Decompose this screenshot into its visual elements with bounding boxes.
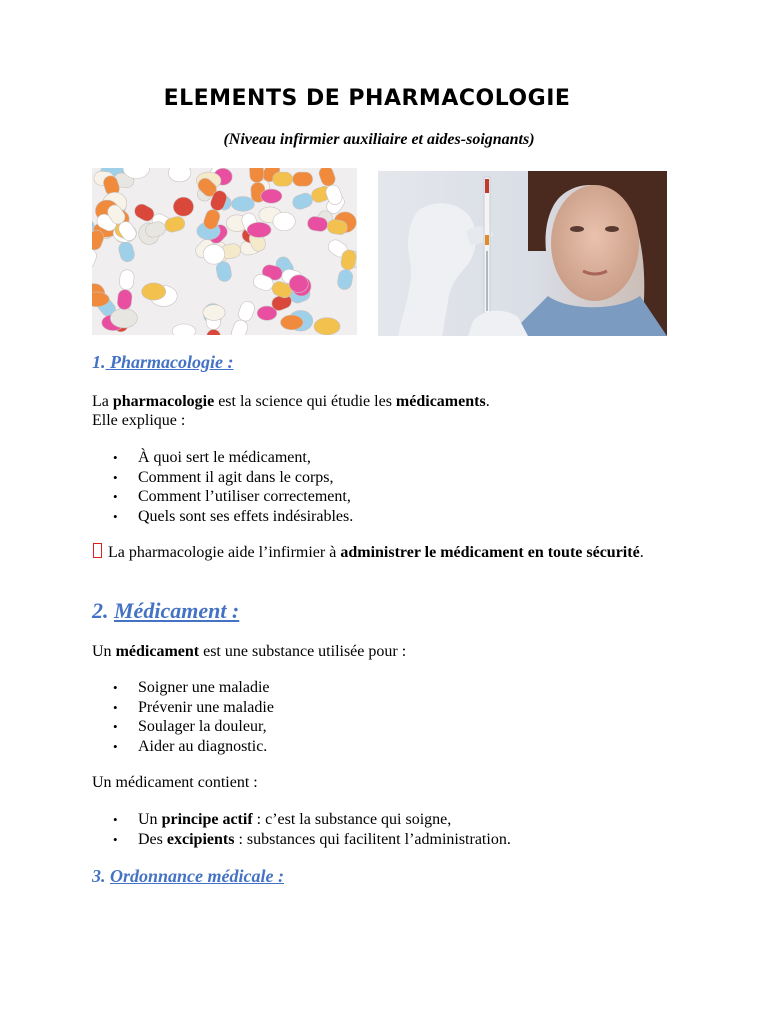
- text-run: Un: [92, 643, 116, 660]
- bold-term-excipients: excipients: [166, 830, 235, 848]
- text-run: : substances qui facilitent l’administration.: [234, 830, 511, 848]
- tablet-shape: [281, 315, 303, 330]
- section-number: 2.: [92, 598, 109, 623]
- text-run: est la science qui étudie les: [214, 393, 396, 410]
- capsule-shape: [117, 269, 135, 310]
- section-number: 3.: [92, 866, 106, 886]
- text-run: Un: [138, 811, 162, 828]
- nurse-syringe-photo: [378, 171, 667, 336]
- list-item: • À quoi sert le médicament,: [92, 448, 353, 468]
- list-item: • Prévenir une maladie: [92, 698, 274, 718]
- bold-term-medicaments: médicaments: [395, 393, 486, 410]
- bold-term-medicament: médicament: [115, 643, 200, 660]
- pills-photo: [92, 168, 357, 335]
- text-run: La: [92, 393, 113, 410]
- bullet-list-usages: [92, 678, 274, 756]
- document-title: ELEMENTS DE PHARMACOLOGIE: [163, 86, 571, 111]
- text-run: : c’est la substance qui soigne,: [252, 811, 452, 828]
- paragraph-contient: Un médicament contient :: [92, 774, 258, 791]
- tablet-shape: [314, 318, 340, 335]
- list-item: [92, 810, 511, 830]
- capsule-shape: [230, 299, 257, 335]
- bullet-list-composition: [92, 810, 511, 849]
- section-heading-pharmacologie: [92, 352, 234, 373]
- tablet-shape: [110, 308, 137, 327]
- paragraph-definition: [92, 392, 672, 412]
- tablet-shape: [289, 275, 308, 293]
- bold-term-pharmacologie: pharmacologie: [112, 393, 215, 410]
- list-item: • Aider au diagnostic.: [92, 737, 274, 757]
- tablet-shape: [203, 244, 225, 264]
- document-subtitle: (Niveau infirmier auxiliaire et aides-soignants): [223, 131, 535, 148]
- bold-term-principe-actif: principe actif: [161, 811, 253, 828]
- paragraph-note: [92, 543, 662, 563]
- list-item: • Comment il agit dans le corps,: [92, 468, 353, 488]
- tablet-shape: [247, 222, 271, 237]
- list-item: [92, 830, 511, 850]
- section-label: Pharmacologie :: [105, 352, 234, 372]
- text-run: .: [639, 544, 644, 561]
- paragraph-medicament-definition: [92, 642, 672, 662]
- tablet-shape: [173, 197, 193, 216]
- capsule-shape: [273, 172, 313, 186]
- missing-glyph-icon: [93, 543, 102, 558]
- list-item: • Soigner une maladie: [92, 678, 274, 698]
- text-run: Des: [138, 830, 167, 848]
- bullet-list-explications: [92, 448, 353, 526]
- section-label: Ordonnance médicale :: [110, 866, 284, 886]
- tablet-shape: [261, 189, 282, 203]
- tablet-shape: [231, 197, 254, 212]
- list-item: • Quels sont ses effets indésirables.: [92, 507, 353, 527]
- tablet-shape: [168, 168, 191, 182]
- text-run: .: [485, 393, 490, 410]
- section-number: 1.: [92, 352, 106, 372]
- bold-term-administrer: administrer le médicament en toute sécurité: [340, 544, 640, 561]
- section-heading-medicament: [92, 598, 239, 624]
- list-item: • Soulager la douleur,: [92, 717, 274, 737]
- list-item: • Comment l’utiliser correctement,: [92, 487, 353, 507]
- text-run: est une substance utilisée pour :: [199, 643, 407, 660]
- paragraph-explique: Elle explique :: [92, 412, 186, 429]
- tablet-shape: [273, 212, 295, 230]
- text-run: La pharmacologie aide l’infirmier à: [108, 544, 341, 561]
- section-heading-ordonnance: [92, 866, 284, 887]
- section-label: Médicament :: [114, 598, 240, 623]
- tablet-shape: [203, 305, 225, 321]
- tablet-shape: [142, 283, 166, 300]
- tablet-shape: [172, 324, 195, 335]
